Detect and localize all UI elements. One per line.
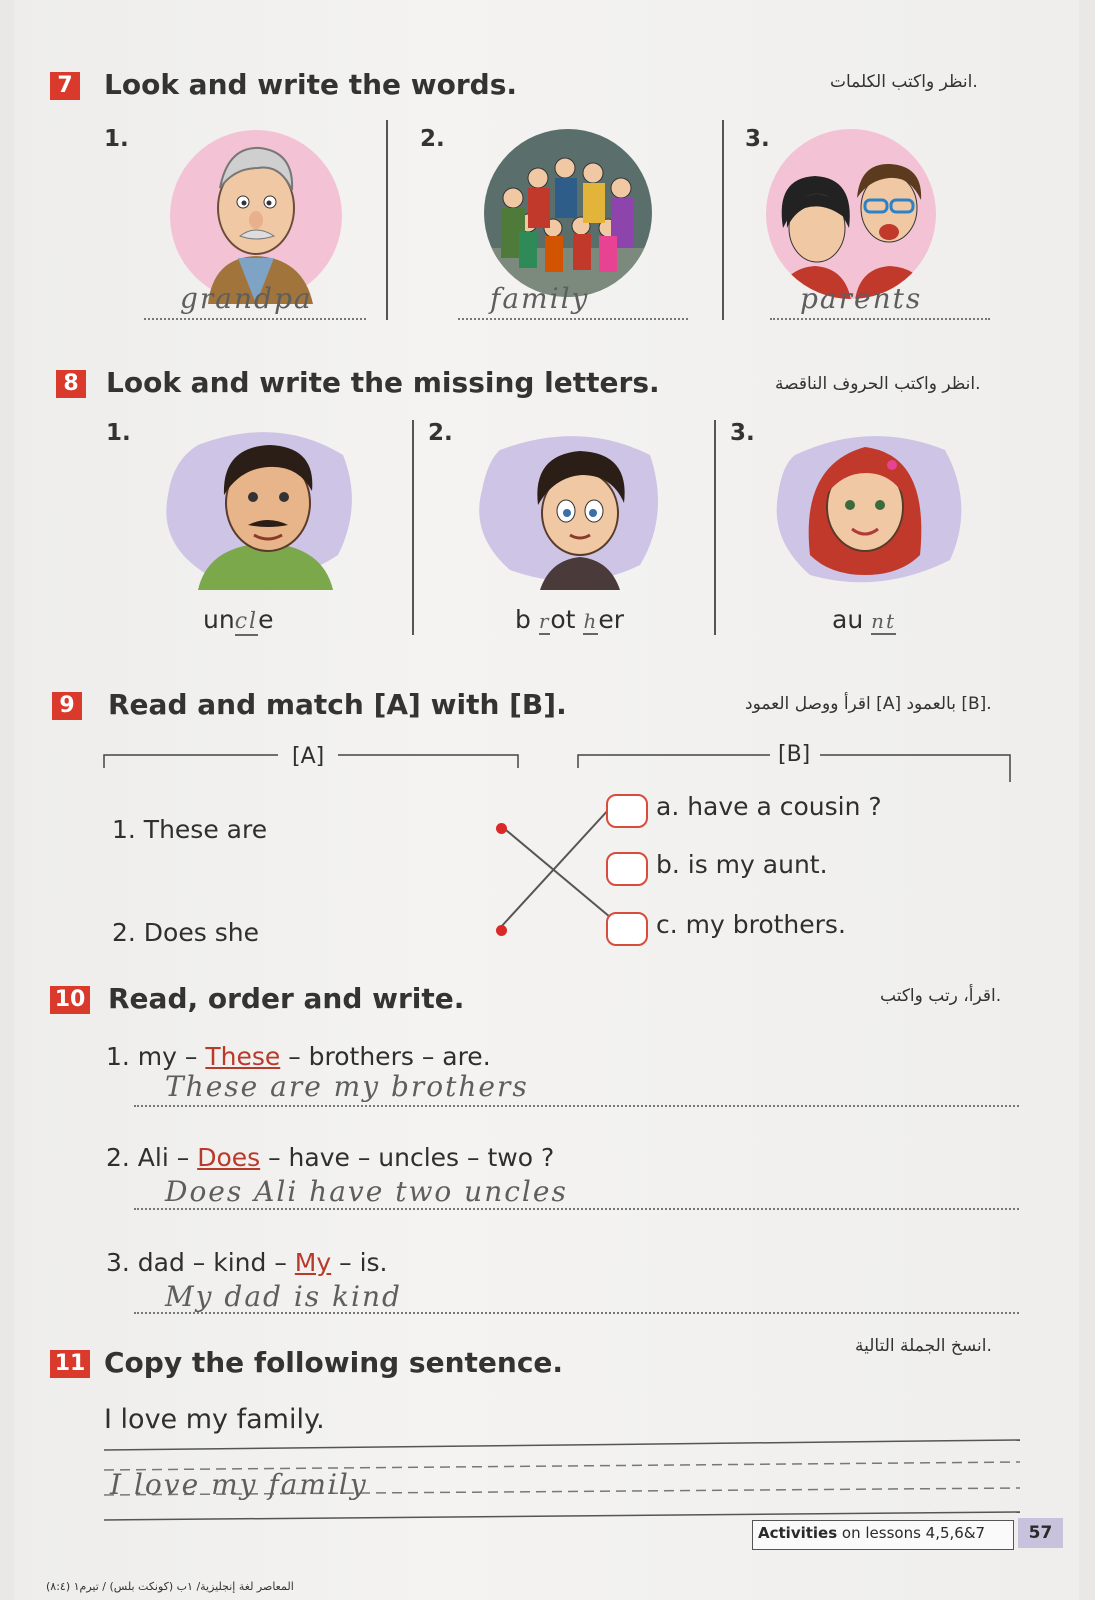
word-list: – have – uncles – two ? — [260, 1143, 555, 1172]
column-b-item-b: b. is my aunt. — [656, 850, 828, 879]
ex8-blank-1[interactable]: cl — [234, 609, 259, 634]
exercise-7-arabic: .انظر واكتب الكلمات — [830, 72, 978, 92]
word-list: – brothers – are. — [280, 1042, 491, 1071]
highlighted-word: Does — [197, 1143, 261, 1172]
ex7-answer-2[interactable]: family — [490, 282, 590, 315]
exercise-11-number: 11 — [50, 1350, 90, 1378]
word-list: – is. — [331, 1248, 388, 1277]
exercise-9-title: Read and match [A] with [B]. — [108, 688, 567, 721]
column-b-label: [B] — [778, 742, 811, 767]
ex10-answer-3[interactable]: My dad is kind — [165, 1280, 402, 1313]
activities-label — [758, 1524, 985, 1542]
column-a-item-1: 1. These are — [112, 815, 268, 844]
ex11-answer[interactable]: I love my family — [110, 1468, 368, 1501]
activities-rest: on lessons 4,5,6&7 — [837, 1524, 986, 1542]
word-list: 1. my – — [106, 1042, 206, 1071]
ex8-item-2-number: 2. — [428, 420, 453, 446]
ex8-blank-3[interactable]: nt — [871, 609, 897, 633]
copy-sentence: I love my family. — [104, 1404, 325, 1435]
highlighted-word: My — [294, 1248, 332, 1277]
page-number: 57 — [1018, 1518, 1063, 1548]
activities-bold: Activities — [758, 1524, 838, 1542]
ex7-item-2-number: 2. — [420, 126, 445, 152]
word-part: er — [598, 605, 625, 634]
ex7-item-3-number: 3. — [745, 126, 770, 152]
word-list: 2. Ali – — [106, 1143, 198, 1172]
ex8-item-1-number: 1. — [106, 420, 131, 446]
word-part: un — [203, 605, 235, 634]
exercise-11-title: Copy the following sentence. — [104, 1346, 564, 1379]
word-part: au — [832, 605, 864, 634]
word-part: e — [258, 605, 274, 634]
exercise-8-arabic: .انظر واكتب الحروف الناقصة — [775, 374, 981, 394]
exercise-10-title: Read, order and write. — [108, 982, 465, 1015]
exercise-7-title: Look and write the words. — [104, 68, 518, 101]
exercise-9-arabic: .[B] بالعمود [A] اقرأ ووصل العمود — [745, 694, 992, 714]
word-list: 3. dad – kind – — [106, 1248, 295, 1277]
column-b-item-a: a. have a cousin ? — [656, 792, 882, 821]
exercise-7-number: 7 — [50, 72, 80, 100]
ex7-answer-3[interactable]: parents — [800, 282, 923, 315]
word-part: b — [515, 605, 531, 634]
column-a-label: [A] — [292, 744, 325, 769]
ex10-answer-2[interactable]: Does Ali have two uncles — [165, 1175, 568, 1208]
ex7-answer-1[interactable]: grandpa — [180, 282, 313, 315]
exercise-10-number: 10 — [50, 986, 90, 1014]
ex8-blank-2a[interactable]: r — [538, 609, 551, 633]
exercise-10-arabic: .اقرأ، رتب واكتب — [880, 986, 1002, 1006]
column-b-item-c: c. my brothers. — [656, 910, 846, 939]
exercise-9-number: 9 — [52, 692, 82, 720]
ex10-answer-1[interactable]: These are my brothers — [165, 1070, 529, 1103]
exercise-8-number: 8 — [56, 370, 86, 398]
exercise-8-title: Look and write the missing letters. — [106, 366, 660, 399]
ex7-item-1-number: 1. — [104, 126, 129, 152]
highlighted-word: These — [205, 1042, 281, 1071]
publisher-line: المعاصر لغة إنجليزية/ ١ب (كونكت بلس) / تيرم١ (٨:٤) — [46, 1580, 294, 1593]
exercise-11-arabic: .انسخ الجملة التالية — [855, 1336, 992, 1356]
column-a-item-2: 2. Does she — [112, 918, 259, 947]
ex8-blank-2b[interactable]: h — [583, 609, 599, 633]
word-part: ot — [550, 605, 576, 634]
ex8-item-3-number: 3. — [730, 420, 755, 446]
